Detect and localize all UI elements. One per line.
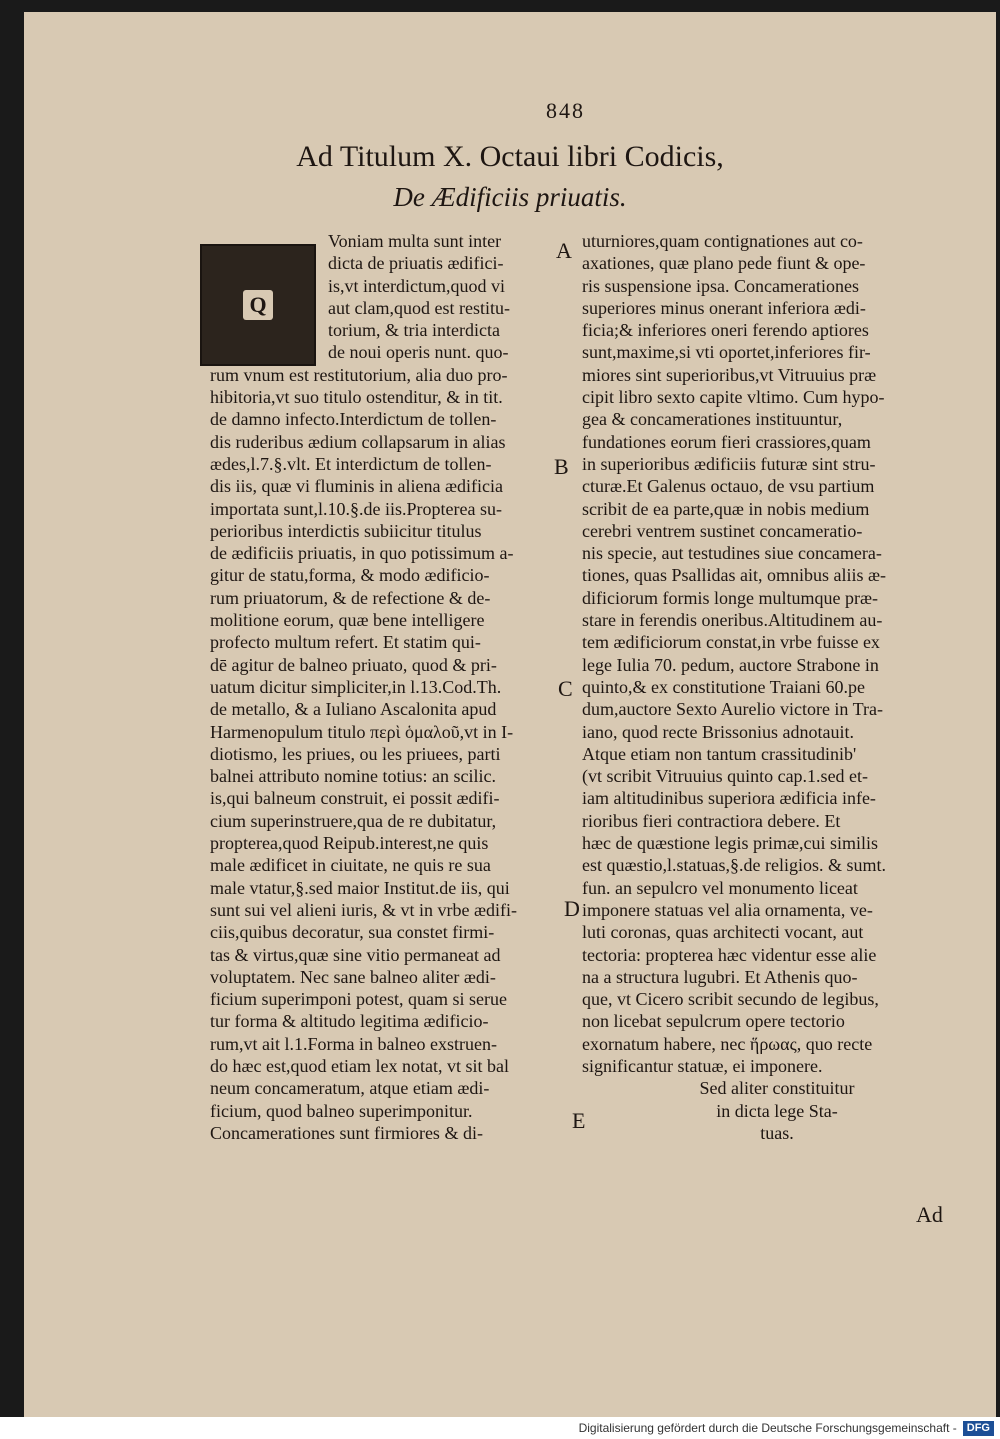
right-column-line: Sed aliter constituitur [699,1078,855,1099]
left-column-line: de noui operis nunt. quo- [328,342,509,363]
right-column-line: exornatum habere, nec ἥρωας, quo recte [582,1033,873,1054]
right-column-line: iam altitudinibus superiora ædificia infe- [582,788,876,809]
right-column-line: significantur statuæ, ei imponere. [582,1055,823,1076]
right-column-line: non licebat sepulcrum opere tectorio [582,1011,845,1032]
marginal-letter-b: B [554,454,569,479]
marginal-letter-c: C [558,676,573,701]
left-column-line: dis iis, quæ vi fluminis in aliena ædificia [210,476,503,497]
right-column-line: scribit de ea parte,quæ in nobis medium [582,498,870,519]
right-column-line: cturæ.Et Galenus octauo, de vsu partium [582,476,875,497]
right-column-line: gea & concamerationes instituuntur, [582,409,843,430]
left-column-line: gitur de statu,forma, & modo ædificio- [210,565,490,586]
left-column-line: male ædificet in ciuitate, ne quis re sua [210,855,491,876]
right-column-line: sunt,maxime,si vti oportet,inferiores fir- [582,342,871,363]
left-column-line: ædes,l.7.§.vlt. Et interdictum de tollen- [210,453,492,474]
marginal-letter-d: D [564,896,580,921]
left-column-line: de ædificiis priuatis, in quo potissimum a- [210,543,514,564]
right-column-line: rioribus fieri contractiora debere. Et [582,810,841,831]
left-column-line: importata sunt,l.10.§.de iis.Propterea su- [210,498,502,519]
right-column-line: est quæstio,l.statuas,§.de religios. & sumt. [582,855,886,876]
right-column-line: ficia;& inferiores oneri ferendo aptiores [582,320,869,341]
page-title: Ad Titulum X. Octaui libri Codicis, [296,140,724,173]
left-column-line: sunt sui vel alieni iuris, & vt in vrbe ædifi- [210,899,517,920]
left-column-line: do hæc est,quod etiam lex notat, vt sit bal [210,1055,509,1076]
right-column-line: hæc de quæstione legis primæ,cui similis [582,833,878,854]
dfg-logo: DFG [963,1421,994,1436]
right-column-line: tiones, quas Psallidas ait, omnibus aliis æ- [582,565,886,586]
marginal-letter-a: A [556,238,572,263]
left-column-line: dis ruderibus ædium collapsarum in alias [210,431,506,452]
right-column-line: in dicta lege Sta- [716,1100,838,1121]
left-column-line: Voniam multa sunt inter [328,231,502,251]
right-column-line: que, vt Cicero scribit secundo de legibus, [582,989,879,1010]
right-column-line: cerebri ventrem sustinet concameratio- [582,520,863,541]
left-column-line: hibitoria,vt suo titulo ostenditur, & in tit. [210,387,503,408]
right-column-line: fun. an sepulcro vel monumento liceat [582,877,858,898]
right-column-line: nis specie, aut testudines siue concamera- [582,543,882,564]
left-column-line: de metallo, & a Iuliano Ascalonita apud [210,699,497,720]
right-column-line: cipit libro sexto capite vltimo. Cum hypo- [582,387,885,408]
right-column-line: luti coronas, quas architecti vocant, aut [582,922,864,943]
left-column-line: is,qui balneum construit, ei possit ædifi- [210,788,500,809]
right-column-line: uturniores,quam contignationes aut co- [582,231,863,251]
right-column-line: ris suspensione ipsa. Concamerationes [582,275,859,296]
left-column-line: is,vt interdictum,quod vi [328,275,505,296]
left-column-line: male vtatur,§.sed maior Institut.de iis, qui [210,877,510,898]
left-column-line: propterea,quod Reipub.interest,ne quis [210,833,489,854]
left-column-line: torium, & tria interdicta [328,320,500,341]
left-column-line: aut clam,quod est restitu- [328,297,510,318]
marginal-letter-e: E [572,1108,586,1133]
left-column-line: cium superinstruere,qua de re dubitatur, [210,810,497,831]
right-column-line: tem ædificiorum constat,in vrbe fuisse ex [582,632,880,653]
left-column-line: ciis,quibus decoratur, sua constet firmi- [210,922,495,943]
left-column-line: Harmenopulum titulo περὶ ὁμαλοῦ,vt in I- [210,721,514,742]
right-column-line: axationes, quæ plano pede fiunt & ope- [582,253,866,274]
right-column-line: imponere statuas vel alia ornamenta, ve- [582,899,873,920]
right-column-line: miores sint superioribus,vt Vitruuius præ [582,364,877,385]
right-column-line: tuas. [760,1122,794,1143]
left-column-line: balnei attributo nomine totius: an scilic. [210,766,496,787]
left-column-line: diotismo, les priues, ou les priuees, parti [210,743,501,764]
right-column-line: Atque etiam non tantum crassitudinib' [582,743,857,764]
left-column-line: rum priuatorum, & de refectione & de- [210,587,491,608]
left-column-line: dicta de priuatis ædifici- [328,253,504,274]
left-column-line: ficium, quod balneo superimponitur. [210,1100,473,1121]
initial-letter: Q [243,290,273,320]
left-column-line: uatum dicitur simpliciter,in l.13.Cod.Th. [210,676,502,697]
right-column-line: fundationes eorum fieri crassiores,quam [582,431,871,452]
right-column-line: iano, quod recte Brissonius adnotauit. [582,721,854,742]
right-column-line: in superioribus ædificiis futuræ sint stru- [582,453,876,474]
left-column-line: neum concameratum, atque etiam ædi- [210,1078,490,1099]
left-column [210,230,570,1144]
left-column-line: rum,vt ait l.1.Forma in balneo exstruen- [210,1033,497,1054]
page-number: 848 [546,98,585,123]
left-column-line: dē agitur de balneo priuato, quod & pri- [210,654,497,675]
right-column-line: tectoria: propterea hæc videntur esse alie [582,944,877,965]
right-column-line: lege Iulia 70. pedum, auctore Strabone in [582,654,879,675]
left-column-line: tas & virtus,quæ sine vitio permaneat ad [210,944,501,965]
funding-notice: Digitalisierung gefördert durch die Deutsche Forschungsgemeinschaft - [578,1421,957,1435]
right-column [582,230,972,1144]
left-column-line: tur forma & altitudo legitima ædificio- [210,1011,489,1032]
catchword: Ad [916,1202,943,1227]
left-column-line: perioribus interdictis subiicitur titulus [210,520,482,541]
right-column-line: superiores minus onerant inferiora ædi- [582,297,866,318]
left-column-line: Concamerationes sunt firmiores & di- [210,1122,483,1143]
right-column-line: (vt scribit Vitruuius quinto cap.1.sed et- [582,766,869,787]
right-column-line: stare in ferendis oneribus.Altitudinem au- [582,610,883,631]
right-column-line: dum,auctore Sexto Aurelio victore in Tra- [582,699,883,720]
footer-bar [0,1417,1000,1439]
book-page [24,12,996,1417]
left-column-line: rum vnum est restitutorium, alia duo pro- [210,364,508,385]
left-column-line: profecto multum refert. Et statim qui- [210,632,481,653]
left-column-line: de damno infecto.Interdictum de tollen- [210,409,497,430]
right-column-line: na a structura lugubri. Et Athenis quo- [582,966,858,987]
right-column-line: quinto,& ex constitutione Traiani 60.pe [582,676,865,697]
left-column-line: ficium superimponi potest, quam si serue [210,989,507,1010]
left-column-line: voluptatem. Nec sane balneo aliter ædi- [210,966,496,987]
right-column-line: dificiorum formis longe multumque præ- [582,587,878,608]
left-column-line: molitione eorum, quæ bene intelligere [210,610,485,631]
page-subtitle: De Ædificiis priuatis. [393,182,627,212]
